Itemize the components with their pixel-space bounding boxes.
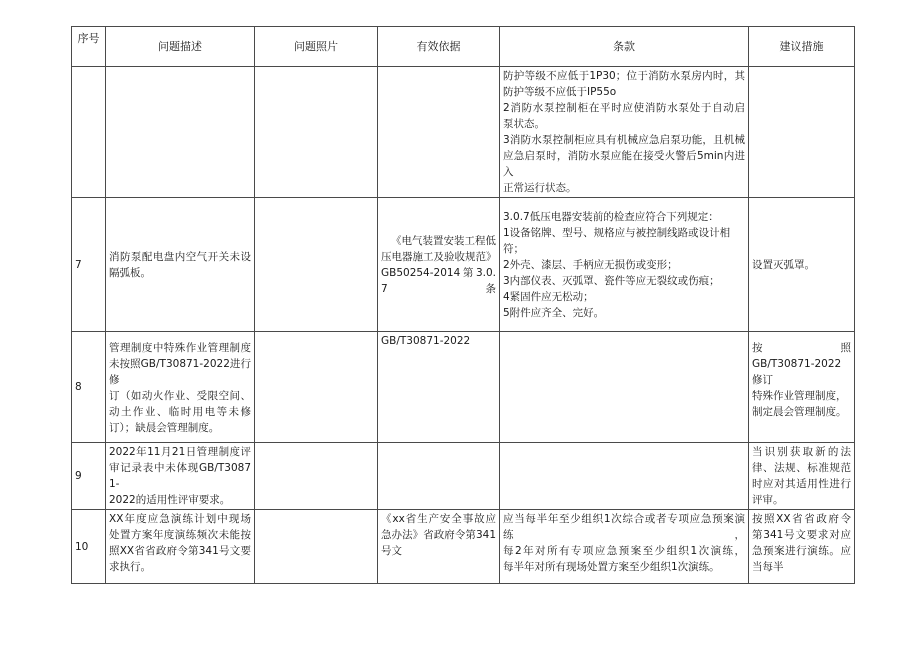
header-photo: 问题照片 — [255, 27, 378, 67]
clause-line: 每2年对所有专项应急预案至少组织1次演练， — [503, 545, 745, 557]
clause-line: 应急启泵时，消防水泵应能在接受火警后5min内进入 — [503, 150, 745, 178]
cell-measures — [749, 510, 855, 584]
measure-line: 按照XX省省政府令 — [752, 513, 851, 525]
header-no: 序号 — [72, 27, 106, 67]
clause-line: 防护等级不应低于IP55o — [503, 86, 617, 98]
clause-line: 3.0.7低压电器安装前的检查应符合下列规定： — [503, 210, 719, 223]
desc-line: 未按照GB/T30871-2022进行修 — [109, 358, 251, 386]
cell-photo — [255, 198, 378, 332]
cell-description — [106, 332, 255, 443]
cell-no: 7 — [72, 198, 106, 332]
table-row — [72, 332, 855, 443]
table-row — [72, 198, 855, 332]
table-row — [72, 443, 855, 510]
measure-line: 设置灭弧罩。 — [752, 258, 815, 271]
clause-line: 每半年对所有现场处置方案至少组织1次演练。 — [503, 561, 720, 573]
measure-line: 当每半 — [752, 561, 784, 573]
measure-line: 时应对其适用性进行 — [752, 478, 851, 490]
clause-line: 2消防水泵控制柜在平时应使消防水泵处于自动启 — [503, 102, 745, 114]
inspection-table — [71, 26, 855, 584]
cell-no: 9 — [72, 443, 106, 510]
measure-line: 律、法规、标准规范 — [752, 462, 851, 474]
table-row — [72, 510, 855, 584]
basis-line: 压电器施工及验收规范》 — [381, 250, 497, 263]
desc-line: 2022年11月21日管理制度评 — [109, 446, 251, 458]
desc-line: XX年度应急演练计划中现场 — [109, 513, 251, 525]
measure-line: 第341号文要求对应 — [752, 529, 851, 541]
desc-line: 消防泵配电盘内空气开关未设 — [109, 250, 251, 263]
clause-line: 泵状态。 — [503, 118, 545, 130]
desc-line: 订（如动火作业、受限空间、 — [109, 390, 251, 402]
cell-basis — [378, 67, 500, 198]
cell-basis — [378, 198, 500, 332]
clause-line: 5附件应齐全、完好。 — [503, 306, 605, 319]
basis-line: GB50254-2014第3.0.7条 — [381, 266, 496, 295]
basis-line: GB/T30871-2022 — [381, 335, 471, 347]
cell-no: 10 — [72, 510, 106, 584]
basis-line: 号文 — [381, 545, 402, 557]
clause-line: 4紧固件应无松动； — [503, 290, 594, 303]
clause-line: 2外壳、漆层、手柄应无损伤或变形； — [503, 258, 678, 271]
cell-basis — [378, 510, 500, 584]
cell-photo — [255, 443, 378, 510]
table-row — [72, 67, 855, 198]
cell-photo — [255, 510, 378, 584]
clause-line: 3内部仪表、灭弧罩、瓷件等应无裂纹或伤痕； — [503, 274, 720, 287]
desc-line: 处置方案年度演练频次未能按 — [109, 529, 251, 541]
desc-line: 求执行。 — [109, 561, 151, 573]
cell-measures — [749, 198, 855, 332]
measure-line: GB/T30871-2022修订 — [752, 358, 842, 386]
cell-clause — [500, 510, 749, 584]
cell-measures — [749, 443, 855, 510]
cell-clause — [500, 67, 749, 198]
header-row — [72, 27, 855, 67]
cell-description — [106, 443, 255, 510]
header-measures: 建议措施 — [749, 27, 855, 67]
header-description: 问题描述 — [106, 27, 255, 67]
cell-no — [72, 67, 106, 198]
desc-line: 管理制度中特殊作业管理制度 — [109, 342, 251, 354]
cell-no: 8 — [72, 332, 106, 443]
header-basis: 有效依据 — [378, 27, 500, 67]
measure-line: 急预案进行演练。应 — [752, 545, 851, 557]
desc-line: 审记录表中未体现GB/T30871- — [109, 462, 251, 490]
cell-clause — [500, 443, 749, 510]
cell-clause — [500, 332, 749, 443]
cell-measures — [749, 332, 855, 443]
measure-line: 按照 — [752, 342, 851, 354]
header-clause: 条款 — [500, 27, 749, 67]
clause-line: 防护等级不应低于1P30；位于消防水泵房内时，其 — [503, 70, 745, 82]
cell-description — [106, 67, 255, 198]
desc-line: 2022的适用性评审要求。 — [109, 494, 231, 506]
cell-measures — [749, 67, 855, 198]
measure-line: 当识别获取新的法 — [752, 446, 851, 458]
desc-line: 订）；缺晨会管理制度。 — [109, 422, 220, 434]
cell-basis — [378, 443, 500, 510]
desc-line: 照XX省省政府令第341号文要 — [109, 545, 251, 557]
measure-line: 制定晨会管理制度。 — [752, 406, 847, 418]
cell-description — [106, 510, 255, 584]
clause-line: 应当每半年至少组织1次综合或者专项应急预案演练， — [503, 513, 745, 541]
desc-line: 隔弧板。 — [109, 266, 151, 279]
measure-line: 特殊作业管理制度， — [752, 390, 847, 402]
desc-line: 动土作业、临时用电等未修 — [109, 406, 251, 418]
basis-line: 《xx省生产安全事故应 — [381, 513, 496, 525]
clause-line: 1设备铭牌、型号、规格应与被控制线路或设计相符； — [503, 226, 731, 255]
cell-photo — [255, 67, 378, 198]
clause-line: 3消防水泵控制柜应具有机械应急启泵功能，且机械 — [503, 134, 745, 146]
cell-description — [106, 198, 255, 332]
cell-clause — [500, 198, 749, 332]
basis-line: 急办法》省政府令第341 — [381, 529, 496, 541]
basis-line: 《电气装置安装工程低 — [391, 234, 496, 247]
cell-photo — [255, 332, 378, 443]
cell-basis — [378, 332, 500, 443]
clause-line: 正常运行状态。 — [503, 182, 577, 194]
measure-line: 评审。 — [752, 494, 784, 506]
